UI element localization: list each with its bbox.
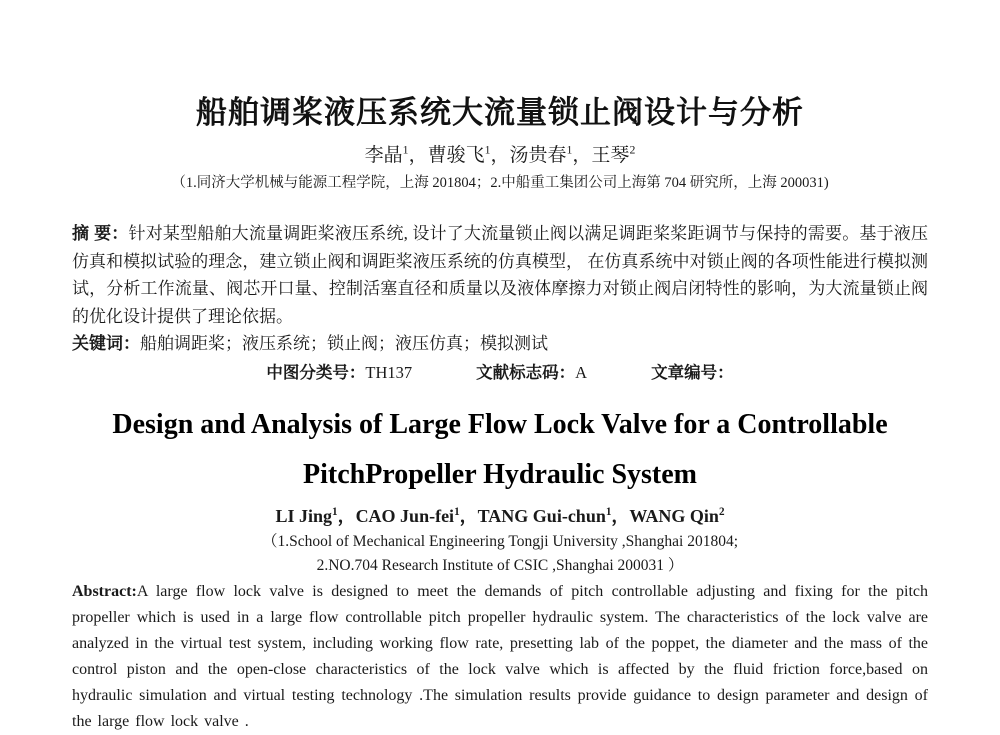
author-en <box>275 506 355 526</box>
author-separator: ， <box>459 506 478 526</box>
paper-title-en-line2: PitchPropeller Hydraulic System <box>302 459 698 490</box>
abstract-zh <box>72 220 928 330</box>
author-zh <box>428 145 510 166</box>
abstract-zh-text: 针对某型船舶大流量调距桨液压系统, 设计了大流量锁止阀以满足调距桨桨距调节与保持的需要。基于液压仿真和模拟试验的理念，建立锁止阀和调距桨液压系统的仿真模型， 在仿真系统中对锁止阀的各项性能进行模拟测试，分析工作流量、阀芯开口量、控制活塞直径和质量以及液体摩擦力对锁止阀启闭特性的影响，为大流量锁止阀的优化设计提供了理论依据。 <box>72 224 928 326</box>
article-id-label: 文章编号： <box>651 363 734 382</box>
author-en <box>356 506 478 526</box>
author-separator: ， <box>490 145 510 166</box>
affiliation-en <box>72 530 928 578</box>
author-affil-marker: 1 <box>484 143 491 157</box>
author-zh <box>510 145 592 166</box>
author-separator: ， <box>408 145 428 166</box>
clc-number <box>266 359 412 388</box>
affiliation-en-line2: 2.NO.704 Research Institute of CSIC ,Shanghai 200031 ） <box>316 557 684 574</box>
clc-number-value: TH137 <box>365 362 413 382</box>
author-zh <box>591 145 635 166</box>
author-affil-marker: 1 <box>566 143 573 157</box>
paper-title-en-line1: Design and Analysis of Large Flow Lock Valve for a Controllable <box>112 409 888 440</box>
author-affil-marker: 1 <box>454 506 460 518</box>
author-affil-marker: 1 <box>402 143 409 157</box>
author-zh <box>365 145 428 166</box>
abstract-en <box>72 579 928 735</box>
author-separator: ， <box>611 506 630 526</box>
abstract-zh-label: 摘 要： <box>72 224 129 243</box>
keywords-zh-text: 船舶调距桨；液压系统；锁止阀；液压仿真；模拟测试 <box>140 334 548 353</box>
document-code-label: 文献标志码： <box>476 363 576 382</box>
document-code <box>476 359 587 388</box>
authors-en <box>72 503 928 530</box>
author-name: WANG Qin <box>629 506 719 526</box>
author-name: TANG Gui-chun <box>477 506 606 526</box>
affiliation-en-line1: （1.School of Mechanical Engineering Tongji University ,Shanghai 201804; <box>261 533 739 550</box>
paper-title-en <box>72 400 928 500</box>
author-affil-marker: 2 <box>629 143 636 157</box>
author-name: 王琴 <box>591 145 630 166</box>
author-en <box>478 506 630 526</box>
paper-page <box>72 0 928 735</box>
author-en <box>629 506 724 526</box>
author-name: 汤贵春 <box>509 145 567 166</box>
author-name: CAO Jun-fei <box>355 506 455 526</box>
author-name: 李晶 <box>364 145 403 166</box>
keywords-zh <box>72 330 928 358</box>
classification-row <box>72 359 928 388</box>
clc-number-label: 中图分类号： <box>266 363 366 382</box>
author-separator: ， <box>572 145 592 166</box>
author-name: 曹骏飞 <box>427 145 485 166</box>
author-affil-marker: 1 <box>605 506 612 518</box>
affiliation-zh: （1.同济大学机械与能源工程学院，上海 201804；2.中船重工集团公司上海第 704 研究所，上海 200031) <box>171 175 829 191</box>
abstract-en-text: A large flow lock valve is designed to meet the demands of pitch controllable adjusting and fixing for the pitch propeller which is used in a large flow controllable pitch propeller hydraulic system. The characteristics of the lock valve are analyzed in the virtual test system, including working flow rate, presetting lab of the poppet, the diameter and the mass of the control piston and the open-close characteristics of the lock valve which is affected by the fluid friction force,based on hydraulic simulation and virtual testing technology .The simulation results provide guidance to design parameter and design of the large flow lock valve . <box>72 583 928 730</box>
article-id <box>651 359 734 388</box>
document-code-value: A <box>575 362 588 382</box>
authors-zh <box>72 143 928 168</box>
paper-title-zh: 船舶调桨液压系统大流量锁止阀设计与分析 <box>196 95 804 130</box>
abstract-en-label: Abstract: <box>72 583 137 600</box>
author-separator: ， <box>337 506 356 526</box>
keywords-zh-label: 关键词： <box>72 334 140 353</box>
author-affil-marker: 2 <box>718 506 725 518</box>
author-name: LI Jing <box>275 506 332 526</box>
author-affil-marker: 1 <box>331 506 338 518</box>
